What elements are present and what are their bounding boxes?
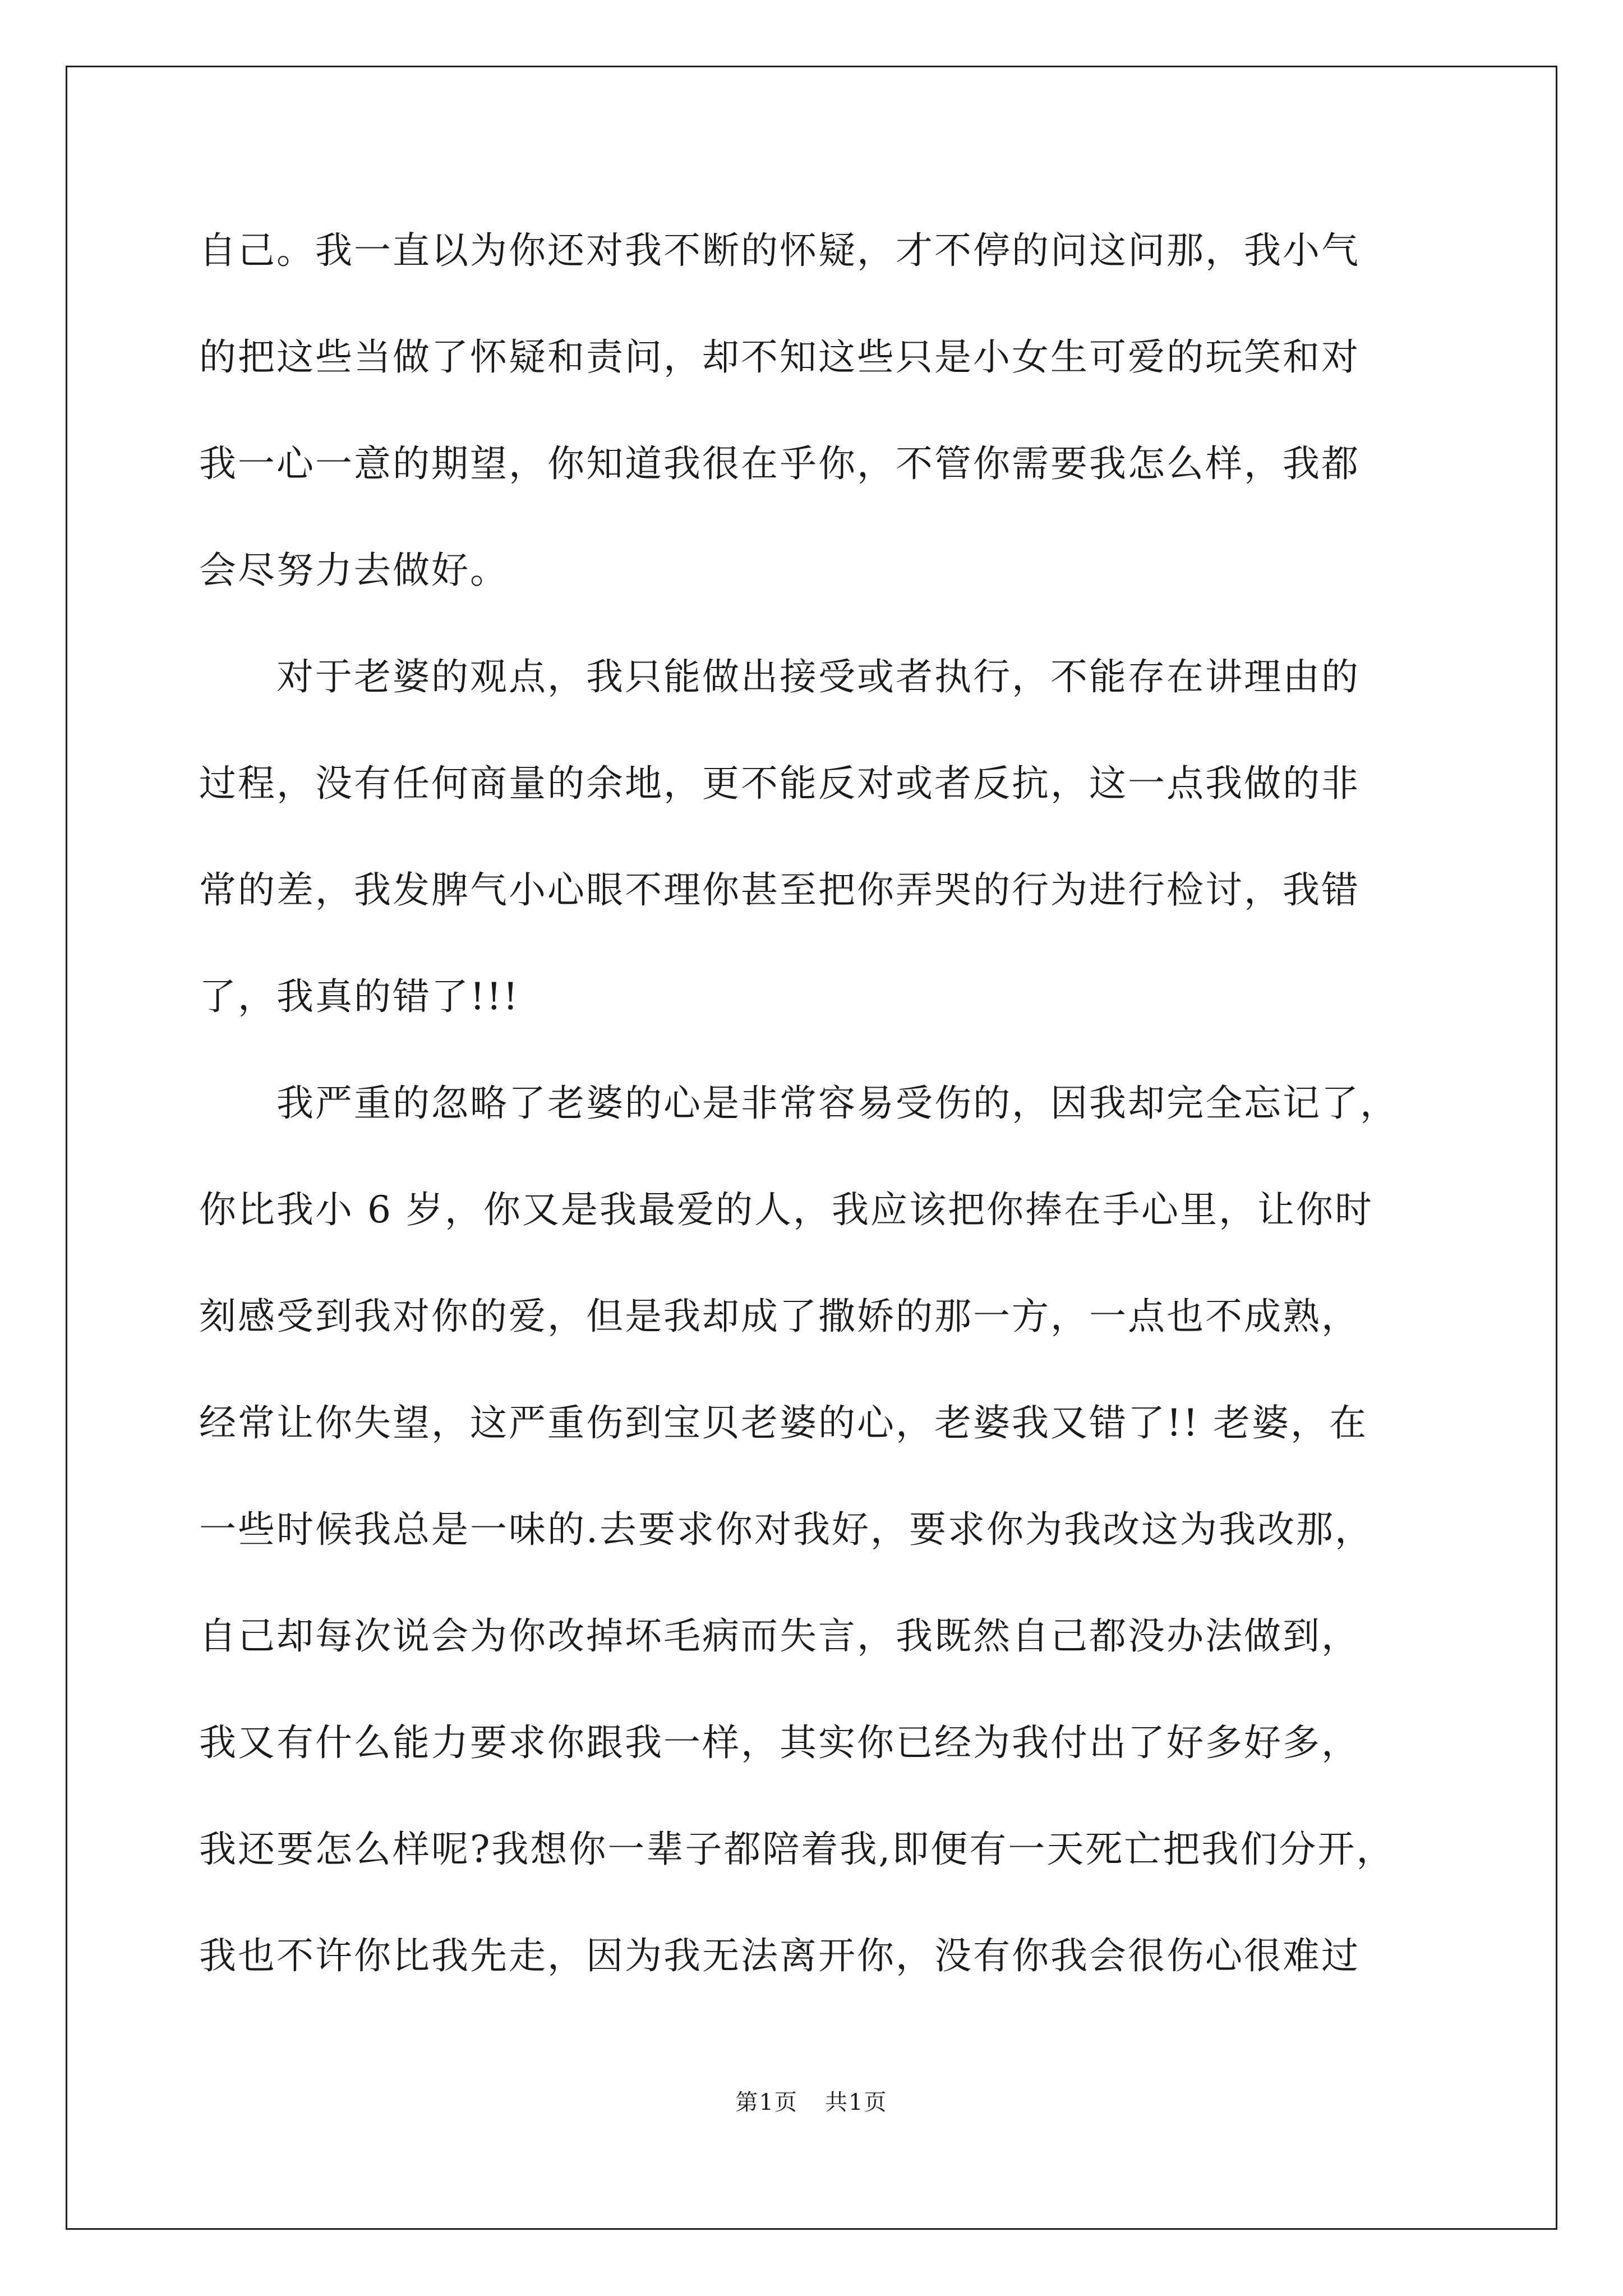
text-line: 你比我小 6 岁，你又是我最爱的人，我应该把你捧在手心里，让你时 xyxy=(199,1188,1373,1231)
text-line: 一些时候我总是一味的.去要求你对我好，要求你为我改这为我改那， xyxy=(199,1508,1373,1551)
page-footer xyxy=(0,2086,1623,2119)
text-line: 我也不许你比我先走，因为我无法离开你，没有你我会很伤心很难过 xyxy=(199,1934,1360,1977)
text-line: 过程，没有任何商量的余地，更不能反对或者反抗，这一点我做的非 xyxy=(199,762,1360,805)
text-line: 了，我真的错了!!! xyxy=(199,975,520,1018)
document-body xyxy=(199,197,1438,2009)
text-line: 我一心一意的期望，你知道我很在乎你，不管你需要我怎么样，我都 xyxy=(199,442,1360,485)
text-line: 经常让你失望，这严重伤到宝贝老婆的心，老婆我又错了!! 老婆，在 xyxy=(199,1401,1368,1444)
page-number: 第1页 xyxy=(735,2090,798,2115)
text-line: 自己却每次说会为你改掉坏毛病而失言，我既然自己都没办法做到， xyxy=(199,1614,1360,1658)
text-line: 会尽努力去做好。 xyxy=(199,549,509,592)
text-line: 常的差，我发脾气小心眼不理你甚至把你弄哭的行为进行检讨，我错 xyxy=(199,868,1360,912)
text-line: 刻感受到我对你的爱，但是我却成了撒娇的那一方，一点也不成熟， xyxy=(199,1295,1360,1338)
page-total: 共1页 xyxy=(825,2090,888,2115)
text-line: 我又有什么能力要求你跟我一样，其实你已经为我付出了好多好多， xyxy=(199,1721,1360,1764)
text-line: 我还要怎么样呢?我想你一辈子都陪着我,即便有一天死亡把我们分开， xyxy=(199,1828,1395,1871)
text-line: 自己。我一直以为你还对我不断的怀疑，才不停的问这问那，我小气 xyxy=(199,229,1360,272)
text-line: 的把这些当做了怀疑和责问，却不知这些只是小女生可爱的玩笑和对 xyxy=(199,335,1360,379)
text-line: 我严重的忽略了老婆的心是非常容易受伤的，因我却完全忘记了， xyxy=(199,1082,1399,1125)
text-line: 对于老婆的观点，我只能做出接受或者执行，不能存在讲理由的 xyxy=(199,655,1360,698)
